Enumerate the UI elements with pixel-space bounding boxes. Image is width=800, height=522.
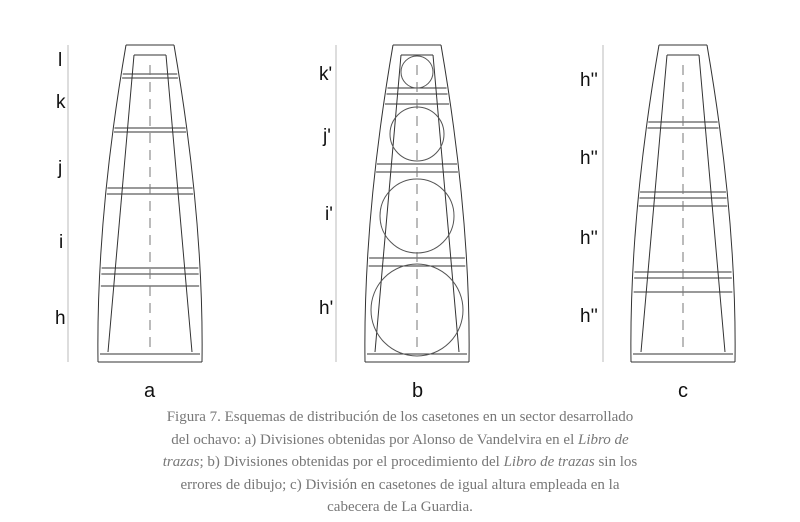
inner-edge-left <box>641 55 667 352</box>
panel-label-a: a <box>144 380 156 402</box>
inner-edge-right <box>433 55 459 352</box>
outer-edge-left <box>631 45 659 362</box>
outer-edge-right <box>174 45 202 362</box>
inner-edge-left <box>375 55 401 352</box>
zone-label-j: j <box>58 158 63 179</box>
inner-edge-right <box>166 55 192 352</box>
panel-a <box>68 45 202 362</box>
outer-edge-right <box>707 45 735 362</box>
zone-label-h: h <box>55 308 66 329</box>
zone-label-j-prime: j' <box>323 126 331 147</box>
panel-label-b: b <box>412 380 424 402</box>
zone-label-k: k <box>56 92 66 113</box>
zone-label-h-double-prime-2: h'' <box>580 148 598 169</box>
zone-label-i-prime: i' <box>325 204 333 225</box>
caption-italic-1: Libro de trazas <box>162 431 629 470</box>
zone-label-h-double-prime-4: h'' <box>580 306 598 327</box>
zone-label-h-prime: h' <box>319 298 334 319</box>
figure-caption <box>160 406 640 519</box>
caption-italic-2: Libro de trazas <box>503 454 595 470</box>
outer-edge-left <box>98 45 126 362</box>
zone-label-l: l <box>58 50 63 71</box>
outer-edge-left <box>365 45 393 362</box>
caption-part-1: Figura 7. Esquemas de distribución de los casetones en un sector desarrollado del ochavo: a) Divisiones obtenidas por Alonso de Vandelvira en el <box>166 409 634 448</box>
zone-label-i: i <box>59 232 64 253</box>
zone-label-h-double-prime-3: h'' <box>580 228 598 249</box>
outer-edge-right <box>441 45 469 362</box>
panel-c <box>603 45 735 362</box>
caption-part-3: sin los errores de dibujo; c) División en casetones de igual altura empleada en la cabecera de La Guardia. <box>180 454 638 515</box>
panel-b <box>336 45 469 362</box>
inner-edge-right <box>699 55 725 352</box>
inner-edge-left <box>108 55 134 352</box>
caption-part-2: ; b) Divisiones obtenidas por el procedimiento del <box>199 454 504 470</box>
zone-label-h-double-prime-1: h'' <box>580 70 598 91</box>
panel-label-c: c <box>678 380 688 402</box>
zone-label-k-prime: k' <box>319 64 333 85</box>
